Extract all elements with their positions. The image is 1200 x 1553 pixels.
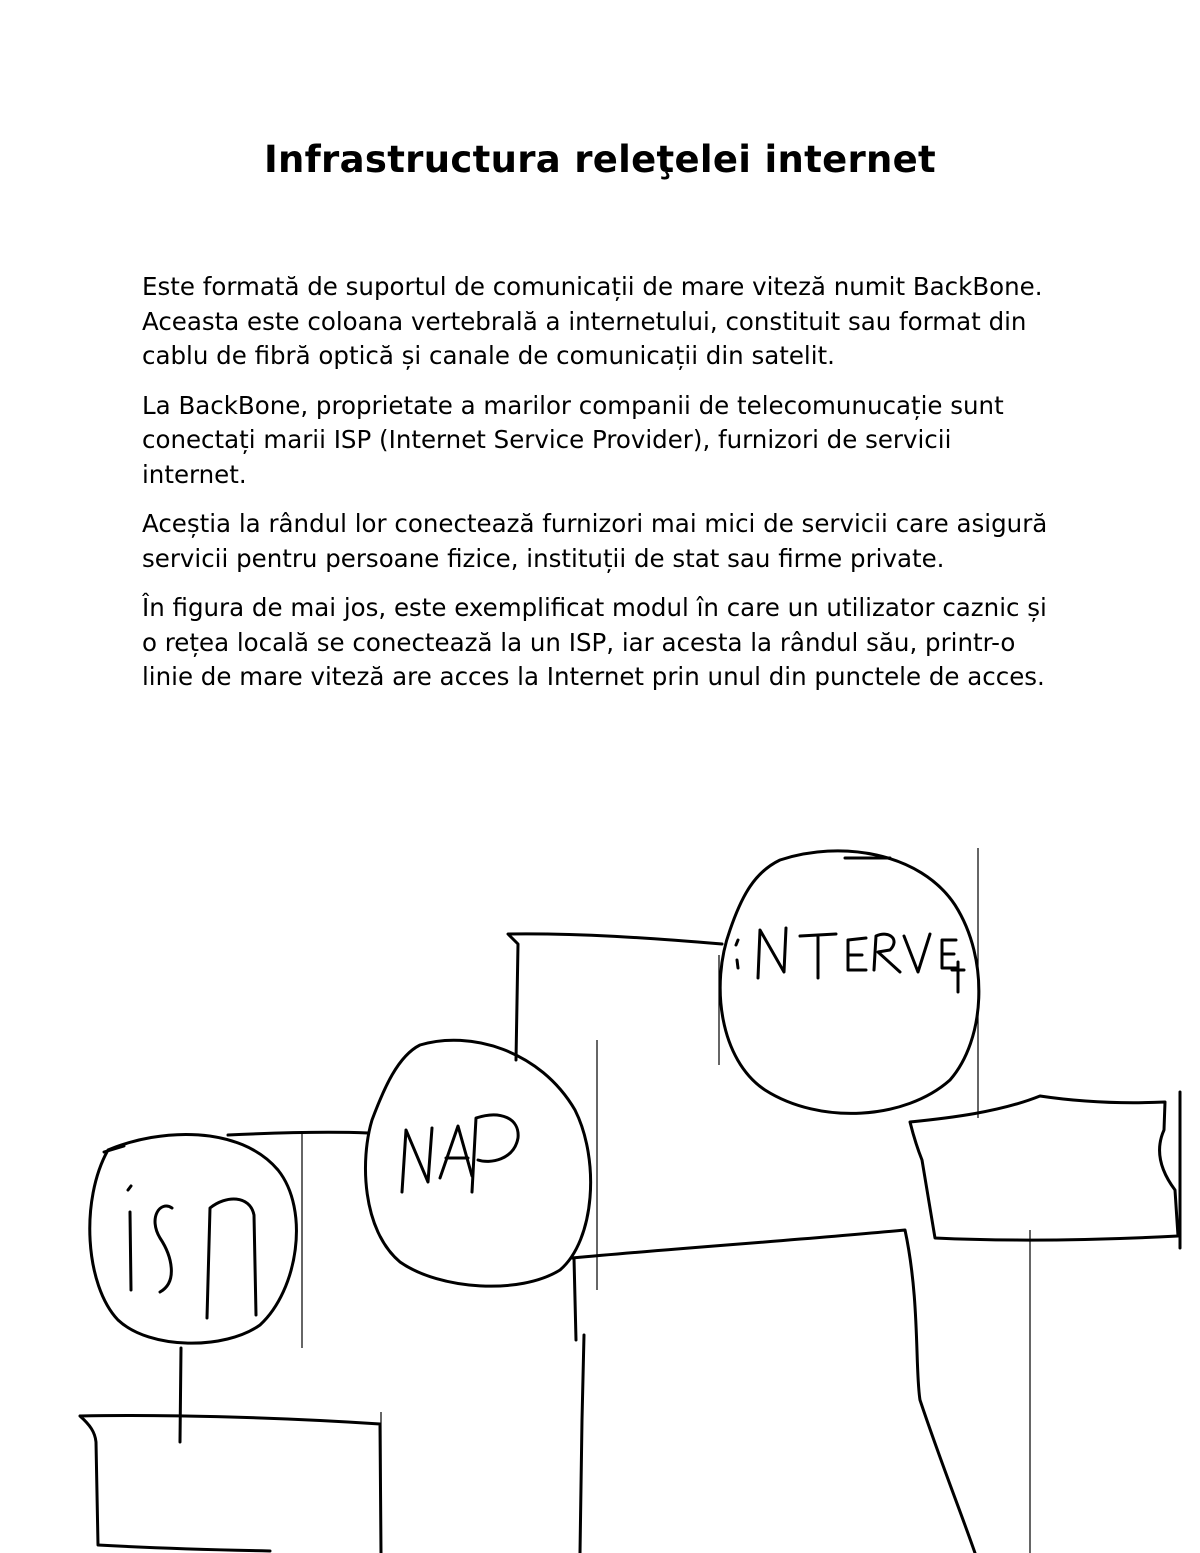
network-sketch-figure [0, 830, 1200, 1553]
local-network-box [910, 1096, 1178, 1240]
isp-handwritten-label [128, 1186, 256, 1318]
paragraph-figure-description: În figura de mai jos, este exemplificat modul în care un utilizator caznic și o rețea locală se conectează la un ISP, iar acesta la rândul său, printr-o linie de mare viteză are acces la Internet prin unul din punctele de acces. [142, 593, 1047, 691]
isp-to-user-line [180, 1348, 181, 1442]
nap-circle [365, 1040, 590, 1286]
nap-to-internet-line [508, 934, 722, 1060]
document-body [142, 270, 1062, 710]
user-computer-box [80, 1415, 381, 1553]
paragraph-backbone: Este formată de suportul de comunicații de mare viteză numit BackBone. Aceasta este coloana vertebrală a internetului, constituit sau format din cablu de fibră optică și canale de comunicații din satelit. [142, 272, 1043, 370]
paragraph-isp: La BackBone, proprietate a marilor companii de telecomunucație sunt conectați marii ISP (Internet Service Provider), furnizori de servicii internet. [142, 390, 1004, 489]
paragraph-small-providers: Aceștia la rândul lor conectează furnizori mai mici de servicii care asigură servicii pentru persoane fizice, instituții de stat sau firme private. [142, 509, 1048, 573]
document-title: Infrastructura releţelei internet [263, 138, 937, 181]
network-sketch-svg [0, 830, 1200, 1553]
isp-to-nap-line [228, 1132, 368, 1135]
internet-handwritten-label [736, 928, 964, 992]
nap-handwritten-label [402, 1115, 518, 1192]
internet-circle [720, 851, 979, 1114]
nap-to-lan-line [572, 1230, 975, 1553]
isp-circle [90, 1134, 297, 1343]
